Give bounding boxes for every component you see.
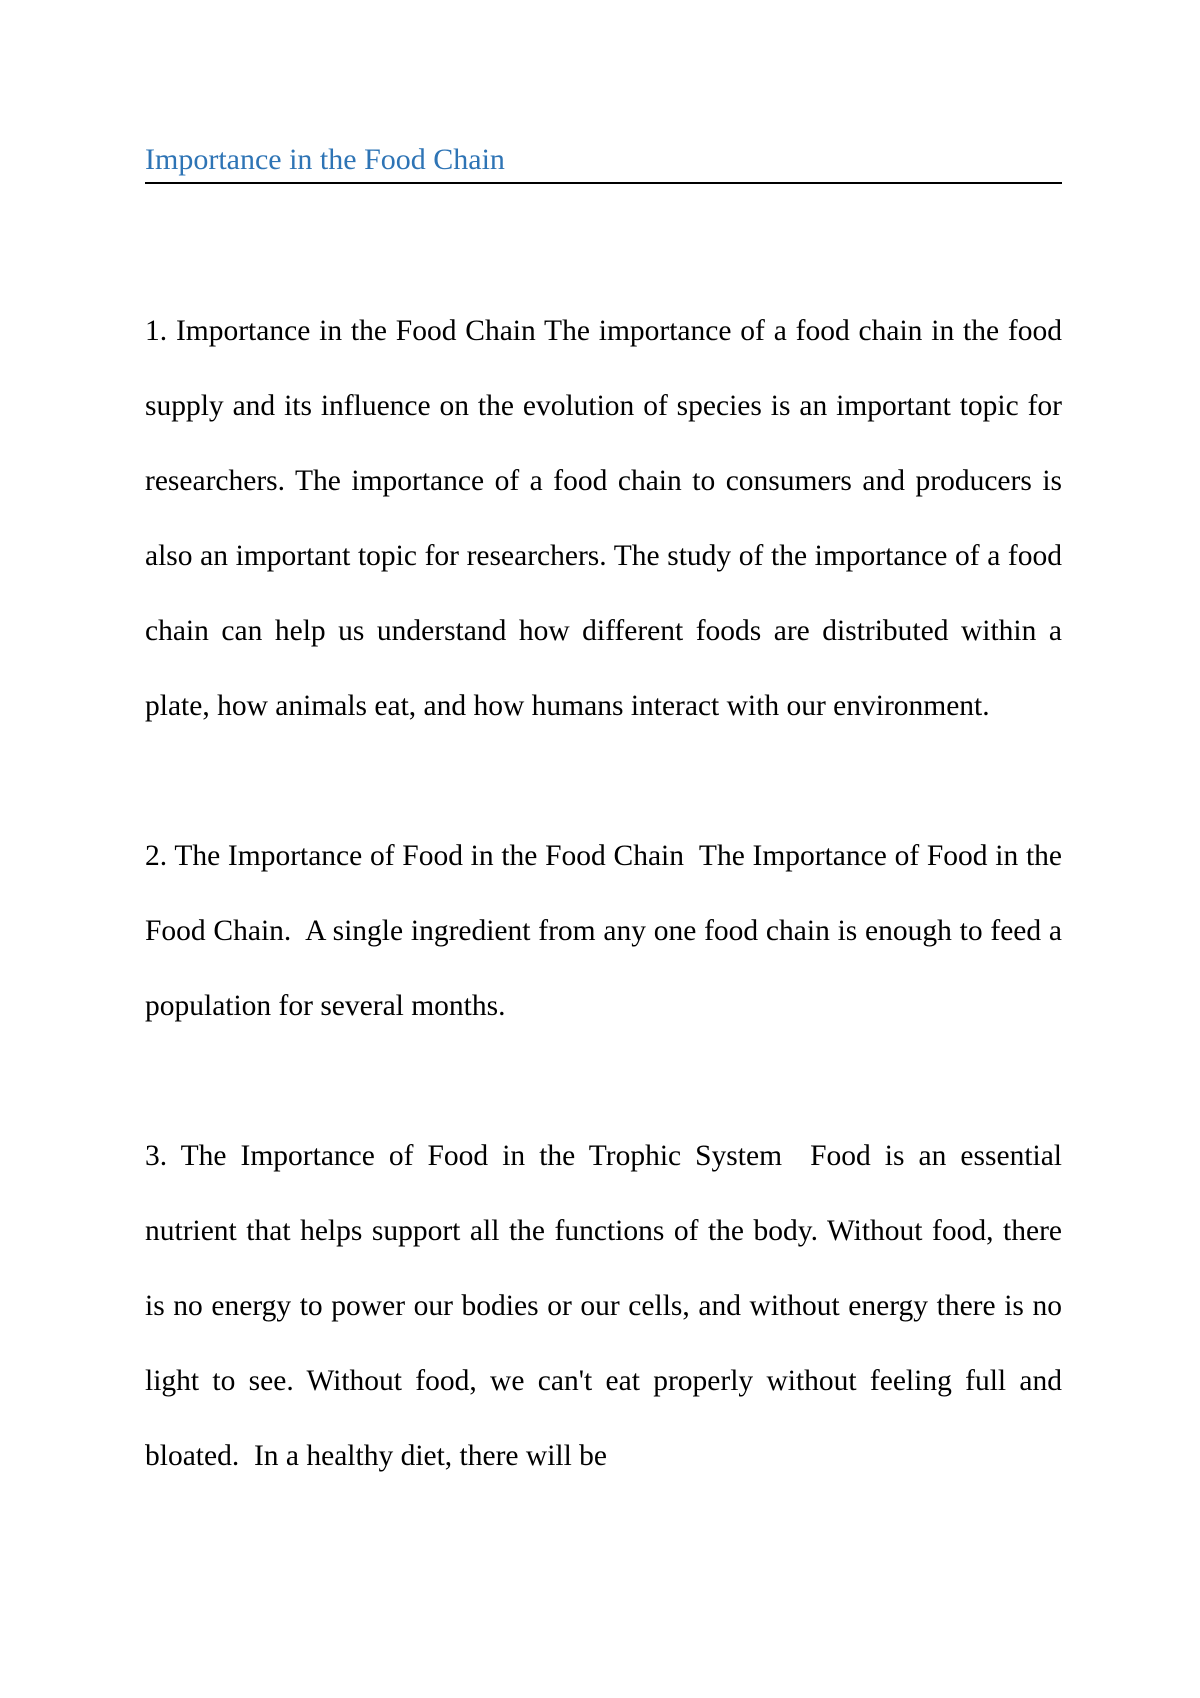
paragraph-3: 3. The Importance of Food in the Trophic System Food is an essential nutrient that helps support all the functions of the body. Without food, there is no energy to power our bodies or our cells, and without energy there is no light to see. Without food, we can't eat properly without feeling full and bloated. In a healthy diet, there will be [145,1140,1070,1472]
heading-block [145,140,1062,184]
paragraph-2: 2. The Importance of Food in the Food Chain The Importance of Food in the Food Chain. A single ingredient from any one food chain is enough to feed a population for several months. [145,840,1070,1022]
paragraph-1: 1. Importance in the Food Chain The importance of a food chain in the food supply and its influence on the evolution of species is an important topic for researchers. The importance of a food chain to consumers and producers is also an important topic for researchers. The study of the importance of a food chain can help us understand how different foods are distributed within a plate, how animals eat, and how humans interact with our environment. [145,315,1070,722]
document-body [145,294,1070,1494]
document-heading: Importance in the Food Chain [145,143,505,176]
